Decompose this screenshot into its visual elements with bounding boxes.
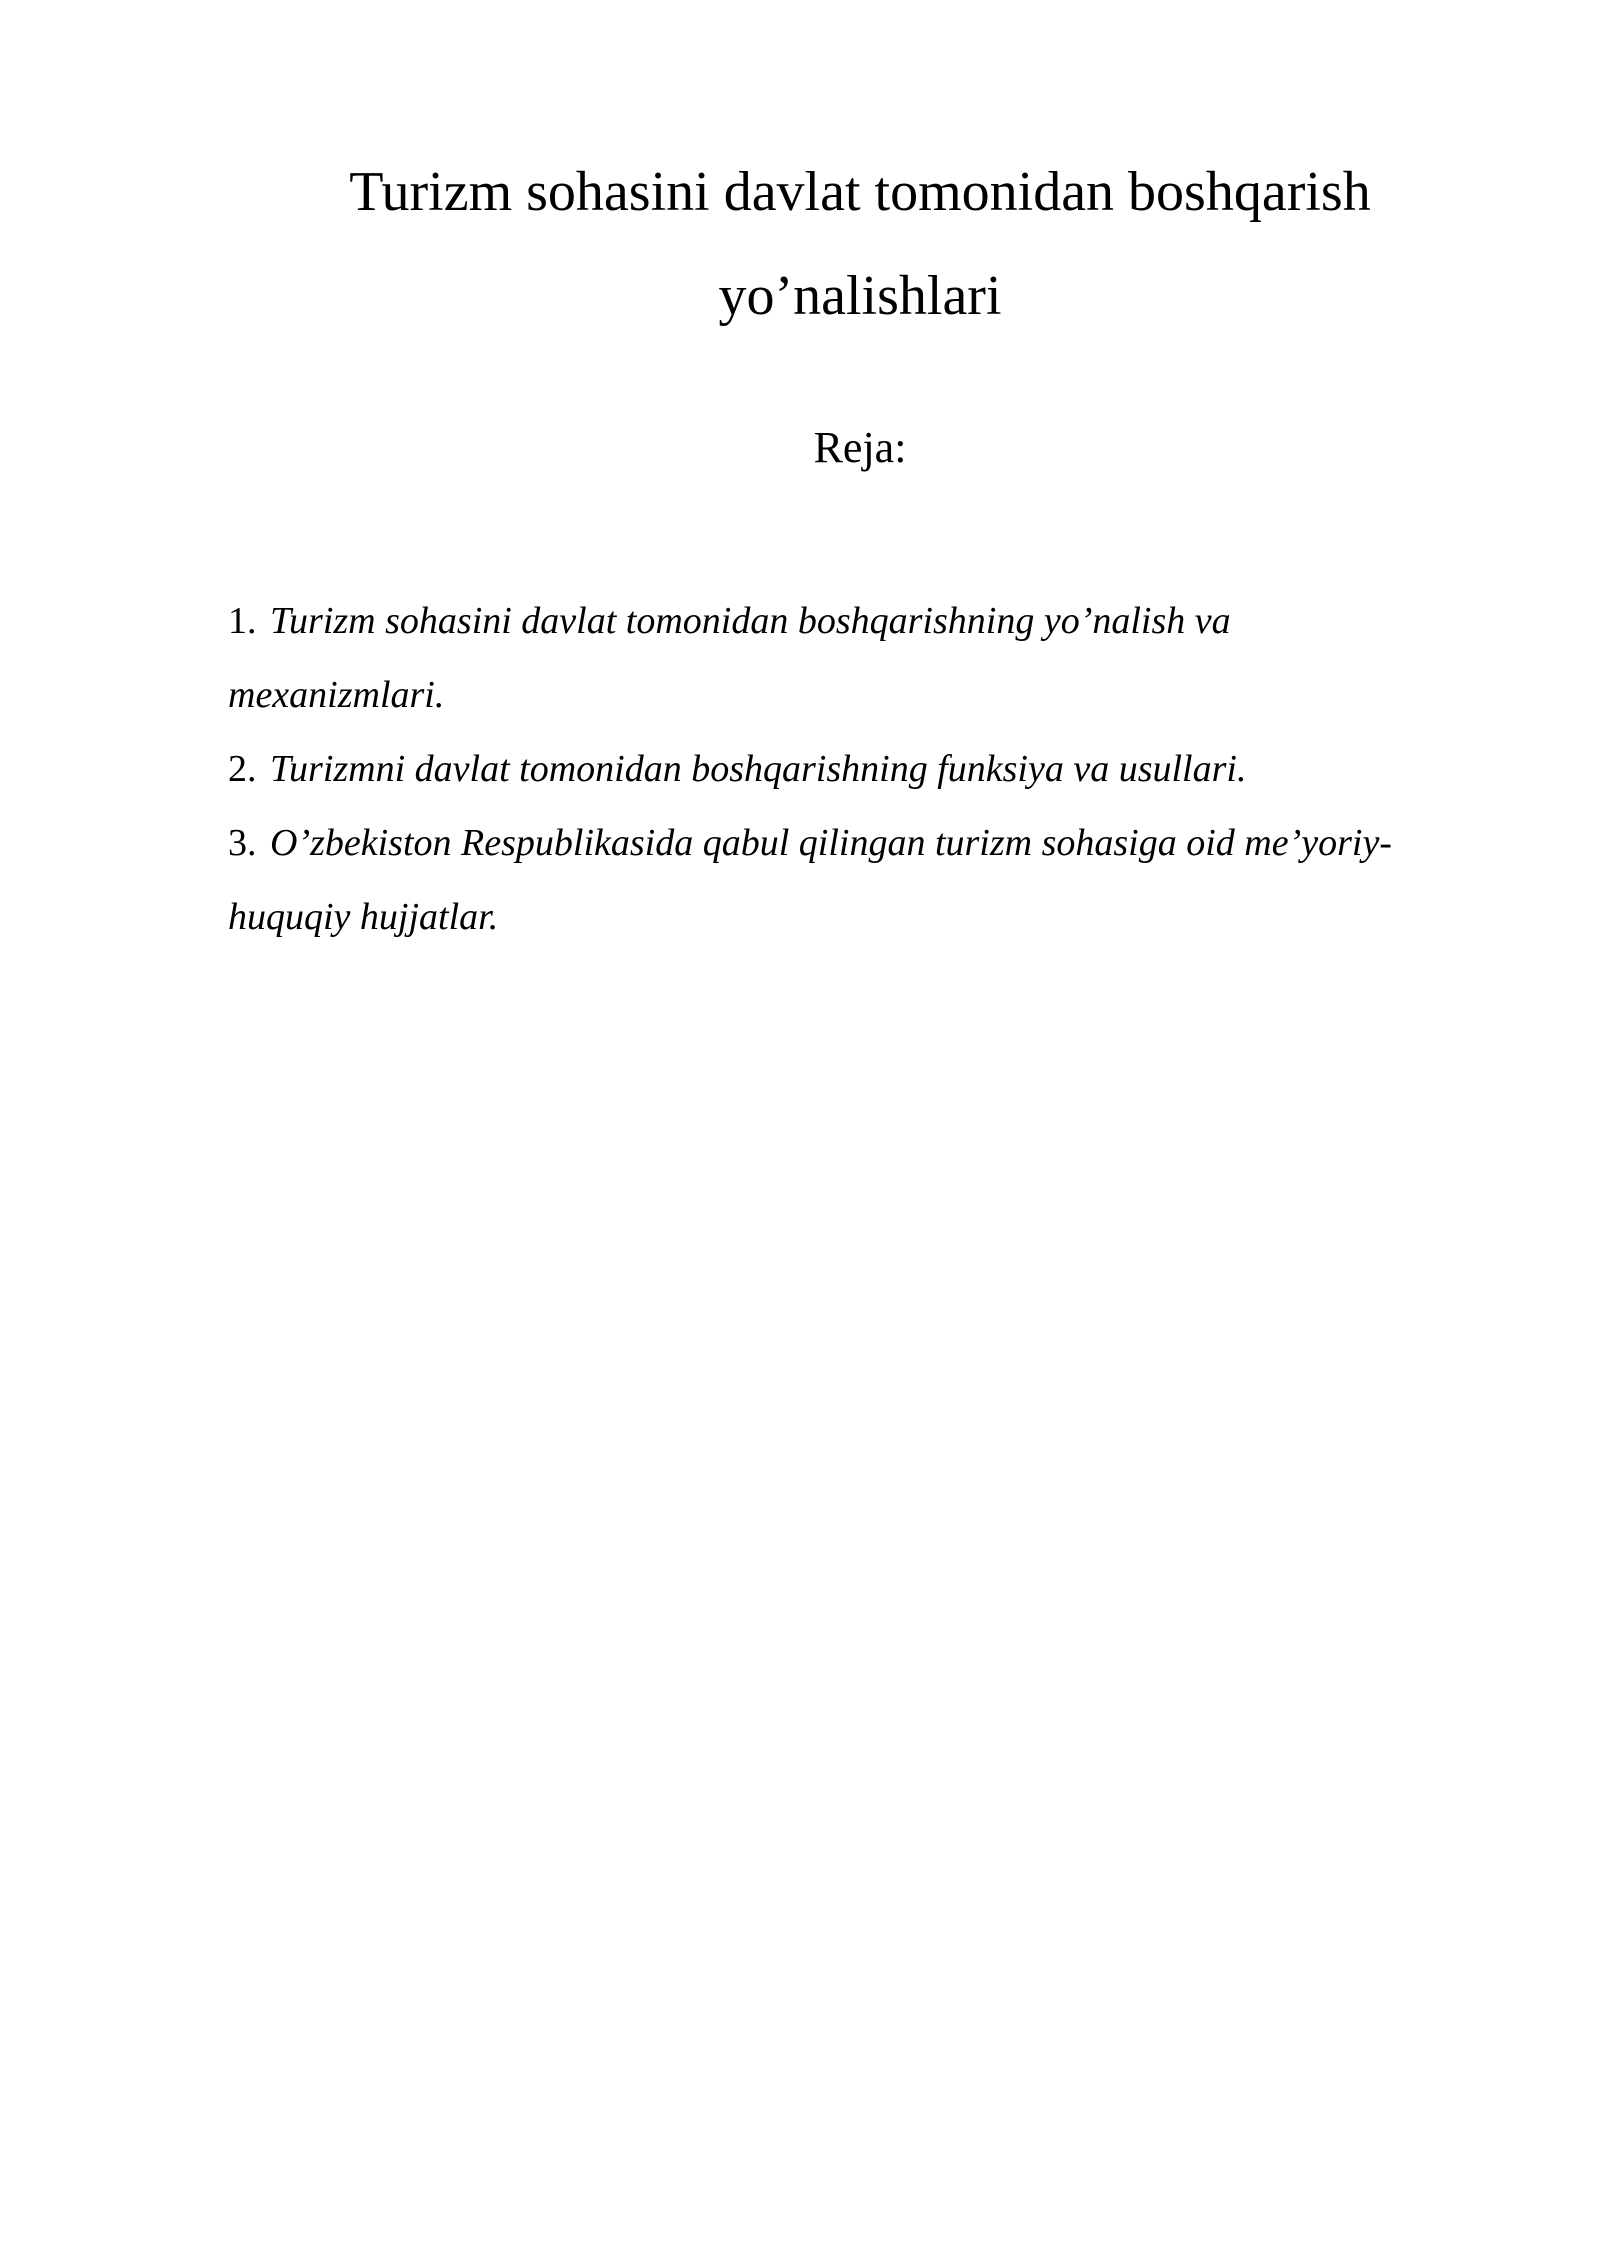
title-line-1: Turizm sohasini davlat tomonidan boshqarish [349,161,1371,223]
plan-item-3 [228,806,1428,954]
plan-item-number: 1. [228,600,257,642]
plan-item-number: 2. [228,748,257,790]
plan-heading: Reja: [813,423,907,472]
plan-item-text: Turizmni davlat tomonidan boshqarishning funksiya va usullari. [270,748,1247,790]
document-title [230,140,1490,348]
plan-item-number: 3. [228,822,257,864]
plan-item-text: Turizm sohasini davlat tomonidan boshqarishning yo’nalish va mexanizmlari. [228,600,1231,716]
plan-list [228,584,1428,954]
title-line-2: yo’nalishlari [718,265,1002,327]
plan-item-text: O’zbekiston Respublikasida qabul qilingan turizm sohasiga oid me’yoriy-huquqiy hujjatlar. [228,822,1392,938]
plan-item-2 [228,732,1428,806]
plan-item-1 [228,584,1428,732]
